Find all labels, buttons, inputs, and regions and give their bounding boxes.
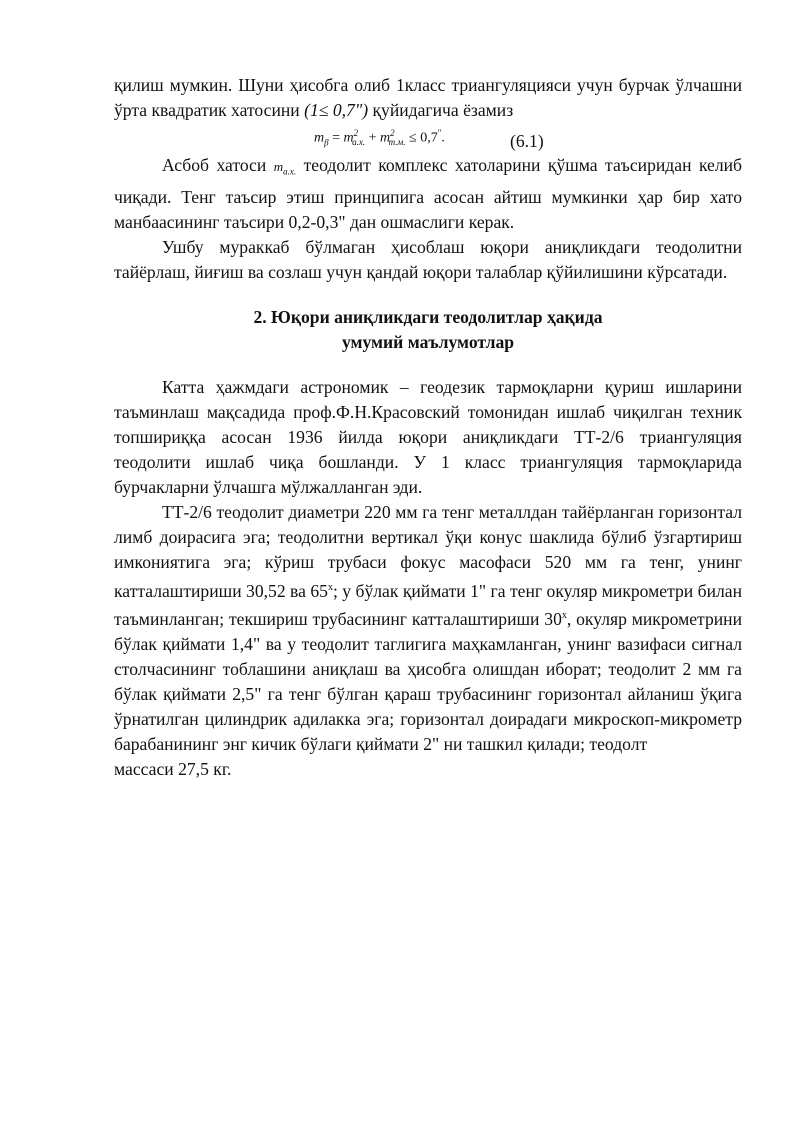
- section-heading-line1: 2. Юқори аниқликдаги теодолитлар ҳақида: [253, 306, 603, 327]
- section-heading-line2: умумий маълумотлар: [341, 331, 515, 352]
- paragraph-tt-2-6-mass: массаси 27,5 кг.: [114, 759, 232, 780]
- instrument-error-symbol: $m_{а.х.}$: [273, 159, 297, 177]
- intro-text: қилиш мумкин. Шуни ҳисобга олиб 1класс триангуляцияси учун бурчак ўлчашни ўрта квадратик хатосини: [114, 75, 742, 120]
- section-heading: [114, 305, 742, 355]
- formula-number: (6.1): [510, 131, 544, 151]
- paragraph-requirements: Ушбу мураккаб бўлмаган ҳисоблаш юқори аниқликдаги теодолитни тайёрлаш, йиғиш ва созлаш учун қандай юқори талаблар қўйилишини кўрсатади.: [114, 236, 742, 282]
- document-page: [114, 73, 742, 782]
- paragraph-instrument-error: Асбоб хатоси $m_{а.х.}$ теодолит комплекс хатоларини қўшма таъсиридан келиб чиқади. Тенг таъсир этиш принципига асосан айтиш мумкинки ҳар бир хато манбаасининг таъсири 0,2-0,3" дан ошмаслиги керак.: [114, 155, 743, 232]
- intro-text-end: қуйидагича ёзамиз: [368, 100, 514, 120]
- formula-6-1: [114, 125, 742, 153]
- paragraph-history: Катта ҳажмдаги астрономик – геодезик тармоқларни қуриш ишларини таъминлаш мақсадида проф.Ф.Н.Красовский томонидан ишлаб чиқилган техник топшириққа асосан 1936 йилда юқори аниқликдаги ТТ-2/6 триангуляция теодолити ишлаб чиқа бошланди. У 1 класс триангуляция тармоқларида бурчакларни ўлчашга мўлжалланган эди.: [114, 376, 742, 497]
- intro-paragraph: [114, 73, 742, 123]
- paragraph-tt-2-6-specs: ТТ-2/6 теодолит диаметри 220 мм га тенг металлдан тайёрланган горизонтал лимб доирасига эга; теодолитни вертикал ўқи конус шаклида бўлиб ўзгартириш имкониятига эга; кўриш трубаси фокус масофаси 520 мм га тенг, унинг катталаштириши 30,52 ва $65^х$; у бўлак қиймати 1" га тенг окуляр микрометри билан таъминланган; текшириш трубасининг катталаштириши $30^х$, окуляр микрометрини бўлак қиймати 1,4" ва у теодолит таглигига маҳкамланган, унинг вазифаси сигнал столчасининг тоблашини аниқлаш ва ҳисобга олишдан иборат; теодолит 2 мм га бўлак қиймати 2,5" га тенг бўлган қараш трубасининг горизонтал айланиш ўқига ўрнатилган цилиндрик адилакка эга; горизонтал доирадаги микроскоп-микрометр барабанининг энг кичик бўлаги қиймати 2" ни ташкил қилади; теодолт: [114, 501, 742, 755]
- formula-expression: $m_\beta = m^2_{а.х.} + m^2_{т.м.} \le 0,7^"$.: [314, 128, 445, 148]
- intro-accuracy-value: (1≤ 0,7"): [304, 100, 369, 120]
